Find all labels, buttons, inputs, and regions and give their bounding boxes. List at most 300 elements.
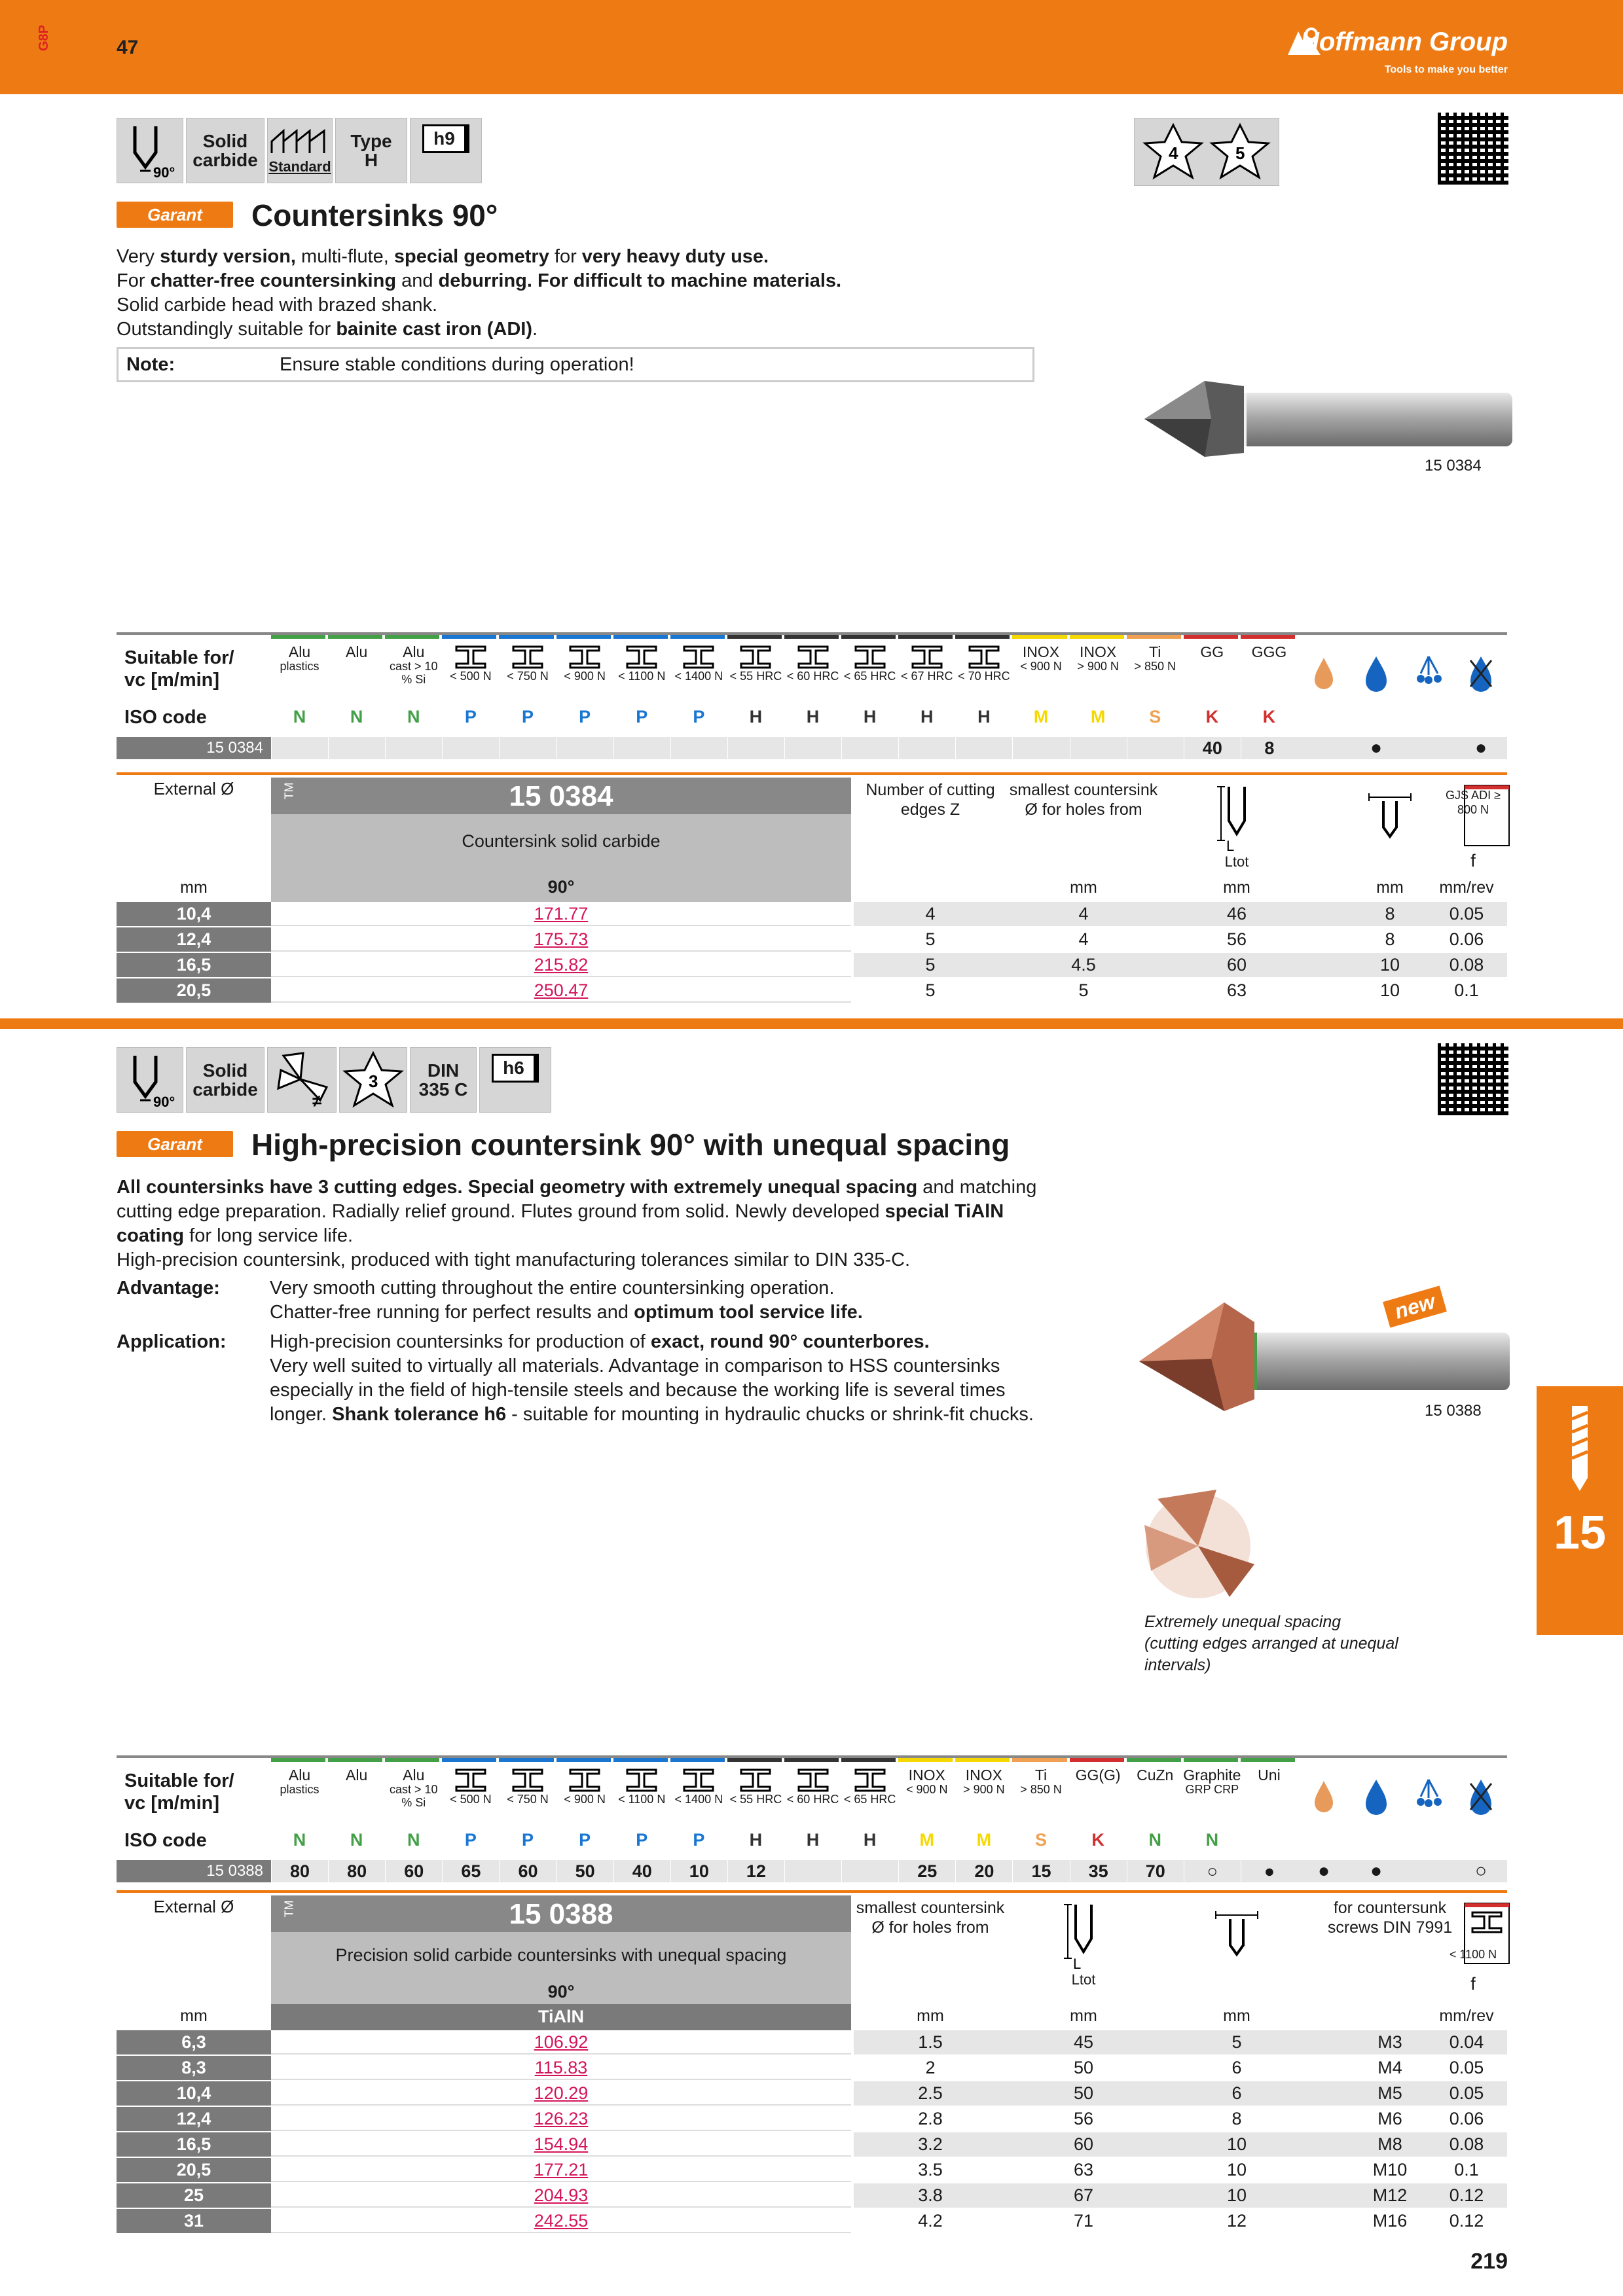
shank-diameter-icon	[1364, 781, 1416, 853]
table-cell: 4	[925, 904, 936, 924]
gjs-adi-label: GJS ADI ≥ 800 N	[1446, 789, 1501, 816]
material-title: CuZn	[1137, 1767, 1174, 1784]
ltot-icon	[1057, 1899, 1110, 1971]
svg-text:3: 3	[369, 1071, 378, 1091]
material-column	[613, 644, 670, 707]
brand-tagline: Tools to make you better	[1384, 64, 1508, 75]
material-title: GG(G)	[1075, 1767, 1121, 1784]
price-link[interactable]: 171.77	[271, 902, 851, 926]
unit-label: mm	[1070, 878, 1097, 897]
material-column	[841, 1767, 898, 1830]
vc-value: 40	[613, 1860, 670, 1882]
material-color-bar	[1070, 1758, 1124, 1762]
table-cell: 2	[925, 2058, 936, 2077]
iso-code: N	[407, 707, 420, 726]
vc-value	[784, 1860, 841, 1882]
iso-code: H	[806, 1830, 820, 1850]
material-sub: plastics	[280, 660, 319, 673]
material-column	[385, 644, 442, 707]
material-sub: > 850 N	[1020, 1783, 1062, 1797]
table-cell: 50	[1073, 2058, 1094, 2077]
material-sub: > 850 N	[1134, 660, 1176, 673]
qr-code-icon-2[interactable]	[1438, 1043, 1508, 1115]
material-column	[784, 1767, 841, 1830]
steel-beam-icon	[852, 1767, 888, 1793]
vc-value	[1127, 737, 1184, 759]
steel-beam-icon	[509, 644, 546, 670]
material-sub: < 1400 N	[674, 670, 723, 683]
svg-text:90°: 90°	[153, 1094, 175, 1109]
external-diameter-header: External Ø	[153, 1897, 234, 1916]
text: Solid carbide head with brazed shank.	[117, 295, 438, 315]
svg-text:90°: 90°	[153, 164, 175, 180]
note-box	[117, 347, 1034, 382]
material-color-bar	[1127, 1758, 1181, 1762]
steel-beam-icon	[909, 644, 945, 670]
vc-value: 65	[442, 1860, 499, 1882]
material-sub: plastics	[280, 1783, 319, 1797]
material-sub: < 70 HRC	[958, 670, 1010, 683]
chapter-tab[interactable]: 15	[1537, 1386, 1623, 1635]
material-color-bar	[841, 635, 896, 639]
vc-value: ○	[1184, 1860, 1241, 1882]
text-line	[117, 293, 1099, 317]
material-color-bar	[385, 1758, 439, 1762]
mist-spray-icon	[1402, 644, 1455, 703]
material-column	[1070, 1767, 1127, 1830]
table-cell: 4	[1078, 929, 1089, 949]
material-title: Alu	[288, 643, 311, 660]
water-drop-icon	[1350, 644, 1402, 703]
material-title: Alu	[403, 643, 425, 660]
material-title: Uni	[1258, 1767, 1281, 1784]
product-table-150384	[117, 775, 1507, 1004]
material-column	[1127, 1767, 1184, 1830]
svg-text:L: L	[1226, 838, 1235, 853]
shank-diameter-icon	[1211, 1899, 1263, 1971]
iso-code: H	[921, 707, 934, 726]
material-color-bar	[784, 1758, 839, 1762]
material-sub: cast > 10 % Si	[390, 660, 438, 687]
iso-code: N	[350, 1830, 363, 1850]
price-link[interactable]: 215.82	[271, 953, 851, 977]
price-link[interactable]: 175.73	[271, 927, 851, 952]
material-column	[556, 1767, 613, 1830]
material-column	[670, 1767, 727, 1830]
table-cell: 5	[925, 929, 936, 949]
product-name: Countersink solid carbide	[462, 831, 661, 851]
material-column	[613, 1767, 670, 1830]
table-cell: M8	[1377, 2134, 1402, 2154]
feed-label: f	[1470, 851, 1476, 870]
material-column	[727, 1767, 784, 1830]
bold-text: special geometry	[393, 246, 549, 267]
material-column	[955, 644, 1012, 707]
material-title: Alu	[403, 1767, 425, 1784]
table-cell: 71	[1073, 2211, 1094, 2231]
table-cell: 46	[1226, 904, 1247, 924]
table-cell: M5	[1377, 2083, 1402, 2103]
external-diameter: 12,4	[117, 2107, 271, 2131]
material-column	[385, 1767, 442, 1830]
price-link[interactable]: 242.55	[271, 2209, 851, 2233]
note-text: Ensure stable conditions during operation!	[280, 353, 634, 375]
material-column	[955, 1767, 1012, 1830]
steel-beam-icon	[795, 1767, 831, 1793]
iso-code: P	[521, 707, 534, 726]
vc-value: ●	[1241, 1860, 1298, 1882]
material-title: INOX	[1079, 643, 1117, 660]
table-cell: M10	[1372, 2160, 1408, 2179]
price-link[interactable]: 154.94	[271, 2132, 851, 2157]
table-cell: 0.08	[1449, 955, 1484, 975]
text-line	[270, 1378, 1055, 1403]
product-angle: 90°	[547, 877, 575, 897]
material-color-bar	[898, 635, 953, 639]
steel-beam-icon	[566, 644, 603, 670]
material-column	[499, 644, 556, 707]
text: and	[396, 270, 439, 291]
bold-text: bainite cast iron (ADI)	[336, 319, 533, 340]
din-335c-icon: DIN 335 C	[410, 1047, 477, 1113]
qr-code-icon[interactable]	[1438, 113, 1508, 185]
iso-code: H	[806, 707, 820, 726]
vc-value	[898, 737, 955, 759]
bold-text: deburring. For difficult to machine materials.	[438, 270, 842, 291]
column-header: Number of cutting edges Z	[866, 781, 995, 819]
flutes-3-icon	[339, 1047, 407, 1113]
iso-code: P	[636, 1830, 648, 1850]
material-column	[1184, 1767, 1241, 1830]
solid-carbide-icon-2: Solid carbide	[186, 1047, 264, 1113]
side-code: G8P	[37, 24, 51, 51]
material-color-bar	[841, 1758, 896, 1762]
vc-value	[613, 737, 670, 759]
steel-beam-icon	[623, 644, 660, 670]
brand-name: Hoffmann Group	[1300, 27, 1508, 56]
dry-no-coolant-icon	[1455, 644, 1507, 703]
material-title: Ti	[1034, 1767, 1048, 1784]
table-cell: 50	[1073, 2083, 1094, 2103]
garant-logo-2: Garant	[117, 1131, 233, 1157]
vc-value	[1012, 737, 1069, 759]
table-cell: 8	[1231, 2109, 1242, 2128]
external-diameter: 20,5	[117, 978, 271, 1003]
material-sub: > 900 N	[963, 1783, 1005, 1797]
vc-value	[1070, 737, 1127, 759]
external-diameter: 6,3	[117, 2030, 271, 2054]
material-color-bar	[1012, 1758, 1067, 1762]
countersink-150384-image	[1133, 367, 1512, 465]
price-link[interactable]: 204.93	[271, 2183, 851, 2208]
coolant-mark: ●	[1370, 737, 1383, 759]
iso-code: N	[350, 707, 363, 726]
bold-text: Shank tolerance h6	[332, 1404, 507, 1425]
material-title: GG	[1200, 643, 1224, 660]
material-color-bar	[670, 635, 725, 639]
iso-code: H	[863, 707, 877, 726]
bold-text: chatter-free countersinking	[150, 270, 397, 291]
vc-value	[271, 737, 328, 759]
external-diameter: 12,4	[117, 927, 271, 952]
steel-beam-icon	[966, 644, 1002, 670]
text: .	[532, 319, 538, 340]
steel-beam-icon	[452, 1767, 489, 1793]
flutes-4-icon	[1142, 122, 1204, 181]
vc-value: 60	[499, 1860, 556, 1882]
bold-text: exact, round 90° counterbores.	[650, 1331, 930, 1352]
material-column	[727, 644, 784, 707]
tm-label: TM	[282, 782, 296, 800]
material-title: GGG	[1251, 643, 1287, 660]
unit-label: mm	[180, 2007, 208, 2025]
dry-no-coolant-icon	[1455, 1767, 1507, 1826]
material-sub: cast > 10 % Si	[390, 1783, 438, 1810]
water-drop-icon	[1350, 1767, 1402, 1826]
material-column	[1012, 1767, 1069, 1830]
iso-code: H	[863, 1830, 877, 1850]
material-sub: GRP CRP	[1185, 1783, 1239, 1797]
article-number: 15 0388	[509, 1898, 613, 1930]
material-sub: < 65 HRC	[843, 670, 896, 683]
ltot-label: Ltot	[1071, 1971, 1096, 1988]
material-sub: < 67 HRC	[901, 670, 953, 683]
advantage-label: Advantage:	[117, 1278, 220, 1299]
material-color-bar	[442, 1758, 496, 1762]
vc-value: 60	[385, 1860, 442, 1882]
material-column	[670, 644, 727, 707]
material-column	[898, 1767, 955, 1830]
coolant-mark	[1402, 1860, 1455, 1882]
table-cell: 0.12	[1449, 2185, 1484, 2205]
text: Outstandingly suitable for	[117, 319, 337, 340]
product-table-150388	[117, 1893, 1507, 2234]
material-color-bar	[1070, 635, 1124, 639]
material-sub: < 1400 N	[674, 1793, 723, 1806]
svg-text:L: L	[1073, 1956, 1082, 1971]
type-h-icon: Type H	[335, 118, 407, 183]
text: Very well suited to virtually all materials. Advantage in comparison to HSS countersinks	[270, 1355, 1000, 1376]
table-cell: 4.2	[918, 2211, 943, 2231]
suit-article: 15 0388	[117, 1860, 271, 1882]
table-cell: 56	[1073, 2109, 1094, 2128]
table-cell: 8	[1385, 929, 1395, 949]
material-color-bar	[1241, 1758, 1295, 1762]
table-cell: 63	[1073, 2160, 1094, 2179]
flutes-5-icon	[1209, 122, 1271, 181]
text: and matching	[917, 1177, 1037, 1198]
iso-code-label: ISO code	[124, 1830, 207, 1851]
spacing-caption: Extremely unequal spacing (cutting edges arranged at unequal intervals)	[1144, 1613, 1398, 1674]
countersink-150388-image	[1133, 1296, 1512, 1414]
vc-value: 25	[898, 1860, 955, 1882]
unit-label: mm	[917, 2007, 944, 2025]
drill-icon	[1537, 1386, 1623, 1498]
unequal-spacing-image	[1138, 1486, 1258, 1606]
material-column	[1241, 644, 1298, 707]
vc-value: 12	[727, 1860, 784, 1882]
tm-label: TM	[282, 1900, 296, 1918]
text: for long service life.	[184, 1225, 354, 1246]
note-label: Note:	[126, 353, 175, 375]
price-link[interactable]: 115.83	[271, 2056, 851, 2080]
material-sub: < 900 N	[564, 670, 606, 683]
material-sub: < 750 N	[507, 1793, 549, 1806]
vc-value: 50	[556, 1860, 613, 1882]
unit-label: mm/rev	[1439, 2007, 1494, 2025]
steel-beam-icon	[509, 1767, 546, 1793]
table-cell: 0.04	[1449, 2032, 1484, 2052]
oil-drop-icon	[1298, 644, 1350, 703]
vc-value	[328, 737, 385, 759]
suitability-table-150384	[117, 635, 1507, 766]
iso-code: H	[977, 707, 991, 726]
iso-code: P	[464, 1830, 477, 1850]
coolant-mark: ●	[1370, 1860, 1383, 1882]
price-link[interactable]: 106.92	[271, 2030, 851, 2054]
column-header: smallest countersink Ø for holes from	[856, 1899, 1005, 1937]
iso-code: N	[407, 1830, 420, 1850]
material-color-bar	[328, 635, 382, 639]
material-column	[1070, 644, 1127, 707]
vc-value	[841, 737, 898, 759]
table-cell: M12	[1372, 2185, 1408, 2205]
vc-value: 15	[1012, 1860, 1069, 1882]
material-title: Ti	[1149, 643, 1161, 660]
coolant-mark	[1298, 737, 1350, 759]
page-number: 219	[1470, 2249, 1508, 2274]
table-cell: 0.05	[1449, 2058, 1484, 2077]
table-cell: 56	[1226, 929, 1247, 949]
price-link[interactable]: 177.21	[271, 2158, 851, 2182]
material-column	[499, 1767, 556, 1830]
text-line	[117, 1175, 1099, 1200]
steel-beam-icon	[680, 644, 717, 670]
external-diameter: 25	[117, 2183, 271, 2208]
material-sub: < 1100 N	[618, 670, 666, 683]
table-cell: 60	[1226, 955, 1247, 975]
iso-code: P	[579, 707, 591, 726]
table-cell: M6	[1377, 2109, 1402, 2128]
table-cell: 12	[1226, 2211, 1247, 2231]
material-color-bar	[727, 635, 782, 639]
table-cell: 0.06	[1449, 2109, 1484, 2128]
table-cell: 5	[925, 955, 936, 975]
table-cell: 10	[1379, 980, 1400, 1000]
table-cell: 60	[1073, 2134, 1094, 2154]
feed-label: f	[1470, 1974, 1476, 1994]
material-column	[1127, 644, 1184, 707]
steel-beam-icon	[452, 644, 489, 670]
material-column	[1012, 644, 1069, 707]
iso-code: N	[293, 1830, 306, 1850]
material-color-bar	[727, 1758, 782, 1762]
table-cell: 67	[1073, 2185, 1094, 2205]
material-column	[1241, 1767, 1298, 1830]
external-diameter: 10,4	[117, 2081, 271, 2106]
material-sub: < 55 HRC	[729, 1793, 782, 1806]
text: High-precision countersinks for production of	[270, 1331, 651, 1352]
material-column	[442, 1767, 499, 1830]
tolerance-h6-icon: h6	[479, 1047, 551, 1113]
material-color-bar	[328, 1758, 382, 1762]
material-color-bar	[670, 1758, 725, 1762]
iso-code: M	[1033, 707, 1049, 726]
steel-beam-icon	[795, 644, 831, 670]
iso-code: K	[1262, 707, 1276, 726]
coolant-mark: ●	[1474, 737, 1487, 759]
table-cell: 0.06	[1449, 929, 1484, 949]
material-color-bar	[1012, 635, 1067, 639]
iso-code: P	[693, 1830, 705, 1850]
material-title: INOX	[1022, 643, 1060, 660]
iso-code: P	[579, 1830, 591, 1850]
price-link[interactable]: 120.29	[271, 2081, 851, 2106]
vc-value	[727, 737, 784, 759]
material-sub: < 65 HRC	[843, 1793, 896, 1806]
material-title: INOX	[965, 1767, 1002, 1784]
vc-value	[385, 737, 442, 759]
iso-code: N	[1148, 1830, 1161, 1850]
material-sub: < 900 N	[564, 1793, 606, 1806]
material-column	[271, 1767, 328, 1830]
text: High-precision countersink, produced with tight manufacturing tolerances similar to DIN 335-C.	[117, 1249, 911, 1270]
iso-code: S	[1034, 1830, 1047, 1850]
material-column	[898, 644, 955, 707]
material-color-bar	[1184, 1758, 1238, 1762]
external-diameter: 20,5	[117, 2158, 271, 2182]
material-color-bar	[955, 635, 1010, 639]
angle-90-icon-2	[117, 1047, 183, 1113]
vc-value	[841, 1860, 898, 1882]
table-cell: 8	[1385, 904, 1395, 924]
table-cell: 3.2	[918, 2134, 943, 2154]
table-cell: 0.1	[1454, 980, 1479, 1000]
iso-code: N	[293, 707, 306, 726]
material-color-bar	[271, 635, 325, 639]
vc-value	[556, 737, 613, 759]
material-color-bar	[955, 1758, 1010, 1762]
iso-code: H	[749, 1830, 763, 1850]
ltot-label: Ltot	[1224, 853, 1249, 870]
iso-code: P	[693, 707, 705, 726]
table-cell: 4	[1078, 904, 1089, 924]
section2-title: High-precision countersink 90° with unequal spacing	[251, 1128, 1010, 1162]
iso-code: M	[976, 1830, 992, 1850]
unequal-spacing-icon	[267, 1047, 337, 1113]
mist-spray-icon	[1402, 1767, 1455, 1826]
page-ref: 47	[117, 37, 139, 58]
iso-code: H	[749, 707, 763, 726]
steel-label: < 1100 N	[1449, 1948, 1497, 1961]
text: longer.	[270, 1404, 333, 1425]
text: For	[117, 270, 151, 291]
vc-value: 8	[1241, 737, 1298, 759]
steel-beam-icon	[737, 644, 774, 670]
iso-code: M	[1090, 707, 1106, 726]
vc-value: 70	[1127, 1860, 1184, 1882]
table-cell: 1.5	[918, 2032, 943, 2052]
new-badge: new	[1383, 1285, 1447, 1327]
column-header: smallest countersink Ø for holes from	[1009, 781, 1158, 819]
text: Chatter-free running for perfect results and	[270, 1302, 634, 1323]
material-color-bar	[613, 635, 668, 639]
table-cell: 2.5	[918, 2083, 943, 2103]
price-link[interactable]: 250.47	[271, 978, 851, 1003]
material-color-bar	[1127, 635, 1181, 639]
material-color-bar	[1184, 635, 1238, 639]
price-link[interactable]: 126.23	[271, 2107, 851, 2131]
